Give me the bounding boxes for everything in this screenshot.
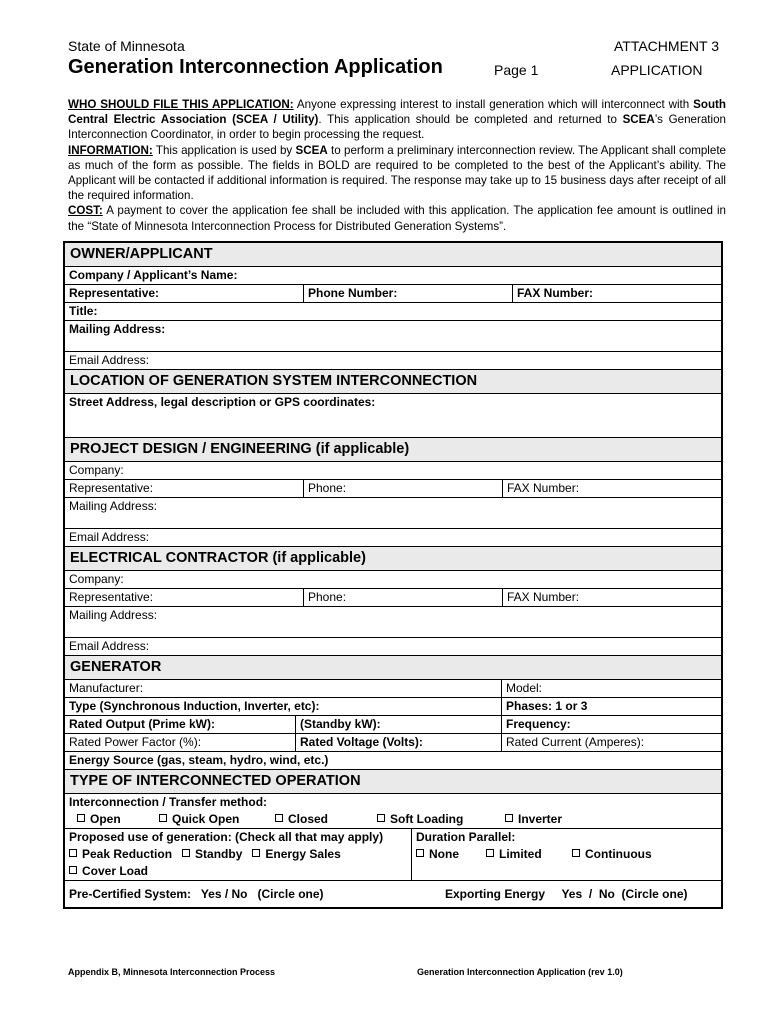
contractor-email-field[interactable]: Email Address: — [69, 639, 150, 653]
option-peak-reduction[interactable] — [69, 846, 172, 863]
owner-company-field[interactable]: Company / Applicant’s Name: — [69, 268, 238, 282]
section-operation-heading: TYPE OF INTERCONNECTED OPERATION — [65, 769, 721, 793]
owner-phone-field[interactable]: Phone Number: — [303, 285, 512, 302]
option-label: Inverter — [518, 812, 563, 826]
contractor-mailing-field[interactable]: Mailing Address: — [69, 608, 158, 622]
who-text: ’s Generation Interconnection Coordinator, in order to begin processing the request. — [68, 113, 726, 142]
page-number: Page 1 — [494, 62, 539, 78]
header-state: State of Minnesota — [68, 38, 185, 54]
info-bold: SCEA — [295, 143, 328, 157]
checkbox-icon — [416, 849, 424, 857]
cost-text: A payment to cover the application fee shall be included with this application. The application fee amount is outlined in the “State of Minnesota Interconnection Process for Distributed Generation Systems”. — [68, 204, 726, 233]
who-bold: South Central Electric Association (SCEA / Utility) — [68, 98, 726, 127]
contractor-fax-field[interactable]: FAX Number: — [502, 589, 721, 606]
owner-email-field[interactable]: Email Address: — [69, 353, 150, 367]
checkbox-icon — [275, 814, 283, 822]
option-label: Soft Loading — [390, 812, 464, 826]
application-label: APPLICATION — [611, 62, 703, 78]
section-owner-heading: OWNER/APPLICANT — [65, 243, 721, 266]
checkbox-icon — [77, 814, 85, 822]
option-label: Energy Sales — [265, 847, 341, 861]
option-label: Quick Open — [172, 812, 240, 826]
checkbox-icon — [505, 814, 513, 822]
checkbox-icon — [572, 849, 580, 857]
generator-current-field[interactable]: Rated Current (Amperes): — [501, 734, 721, 751]
cost-paragraph — [68, 203, 726, 233]
transfer-method-label: Interconnection / Transfer method: — [69, 795, 268, 809]
design-fax-field[interactable]: FAX Number: — [502, 480, 721, 497]
option-label: Limited — [499, 847, 542, 861]
exporting-field[interactable]: Exporting Energy Yes / No (Circle one) — [445, 887, 688, 901]
generator-rated-output-field[interactable]: Rated Output (Prime kW): — [69, 717, 215, 731]
design-mailing-field[interactable]: Mailing Address: — [69, 499, 158, 513]
checkbox-icon — [377, 814, 385, 822]
checkbox-icon — [182, 849, 190, 857]
who-text: Anyone expressing interest to install generation which will interconnect with — [293, 98, 694, 111]
duration-label: Duration Parallel: — [416, 830, 516, 844]
info-text: to perform a preliminary interconnection review. The Applicant shall complete as much of the form as possible. The fields in BOLD are required to be completed to the best of the Applicant’s ability. The Applicant will be contacted if additional information is required. The response may take up to 15 business days after receipt of all the required information. — [68, 143, 726, 203]
option-soft-loading[interactable] — [377, 811, 505, 828]
section-generator-heading: GENERATOR — [65, 655, 721, 679]
option-label: Continuous — [585, 847, 652, 861]
owner-fax-field[interactable]: FAX Number: — [512, 285, 721, 302]
option-label: Closed — [288, 812, 329, 826]
location-street-field[interactable]: Street Address, legal description or GPS coordinates: — [69, 395, 376, 409]
cost-heading: COST: — [68, 204, 103, 218]
info-paragraph — [68, 143, 726, 204]
section-contractor-heading: ELECTRICAL CONTRACTOR (if applicable) — [65, 546, 721, 570]
owner-representative-field[interactable]: Representative: — [69, 286, 160, 300]
option-continuous[interactable] — [572, 846, 652, 863]
checkbox-icon — [252, 849, 260, 857]
owner-mailing-field[interactable]: Mailing Address: — [69, 322, 166, 336]
option-standby[interactable] — [182, 846, 242, 863]
contractor-phone-field[interactable]: Phone: — [303, 589, 502, 606]
generator-type-field[interactable]: Type (Synchronous Induction, Inverter, etc): — [69, 699, 320, 713]
design-email-field[interactable]: Email Address: — [69, 530, 150, 544]
option-label: Standby — [195, 847, 243, 861]
page-title: Generation Interconnection Application — [68, 56, 443, 78]
checkbox-icon — [486, 849, 494, 857]
checkbox-icon — [69, 849, 77, 857]
checkbox-icon — [69, 866, 77, 874]
info-heading: INFORMATION: — [68, 143, 153, 157]
option-cover-load[interactable] — [69, 863, 148, 880]
option-open[interactable] — [77, 811, 159, 828]
option-label: Open — [90, 812, 121, 826]
section-location-heading: LOCATION OF GENERATION SYSTEM INTERCONNECTION — [65, 369, 721, 393]
option-label: Cover Load — [82, 864, 149, 878]
generator-manufacturer-field[interactable]: Manufacturer: — [69, 681, 144, 695]
generator-voltage-field[interactable]: Rated Voltage (Volts): — [295, 734, 501, 751]
design-representative-field[interactable]: Representative: — [69, 481, 154, 495]
who-text: . This application should be completed and returned to — [318, 113, 623, 127]
info-text: This application is used by — [152, 143, 296, 157]
generator-frequency-field[interactable]: Frequency: — [501, 716, 721, 733]
owner-title-field[interactable]: Title: — [69, 304, 98, 318]
option-energy-sales[interactable] — [252, 846, 340, 863]
precertified-field[interactable]: Pre-Certified System: Yes / No (Circle one) — [69, 887, 324, 901]
footer-left: Appendix B, Minnesota Interconnection Process — [68, 967, 276, 977]
who-paragraph — [68, 97, 726, 143]
who-heading: WHO SHOULD FILE THIS APPLICATION: — [68, 98, 294, 111]
footer-right: Generation Interconnection Application (rev 1.0) — [417, 967, 623, 977]
generator-power-factor-field[interactable]: Rated Power Factor (%): — [69, 735, 202, 749]
design-phone-field[interactable]: Phone: — [303, 480, 502, 497]
option-quick-open[interactable] — [159, 811, 275, 828]
generator-model-field[interactable]: Model: — [501, 680, 721, 697]
option-inverter[interactable] — [505, 811, 562, 828]
generator-energy-source-field[interactable]: Energy Source (gas, steam, hydro, wind, etc.) — [69, 753, 329, 767]
contractor-representative-field[interactable]: Representative: — [69, 590, 154, 604]
section-design-heading: PROJECT DESIGN / ENGINEERING (if applicable) — [65, 437, 721, 461]
option-none[interactable] — [416, 846, 486, 863]
instructions — [68, 97, 726, 234]
who-bold: SCEA — [622, 113, 655, 127]
option-closed[interactable] — [275, 811, 377, 828]
proposed-use-label: Proposed use of generation: (Check all that may apply) — [69, 830, 384, 844]
option-label: None — [429, 847, 459, 861]
generator-phases-field[interactable]: Phases: 1 or 3 — [501, 698, 721, 715]
option-limited[interactable] — [486, 846, 572, 863]
option-label: Peak Reduction — [82, 847, 173, 861]
application-form — [63, 241, 723, 909]
contractor-company-field[interactable]: Company: — [69, 572, 124, 586]
design-company-field[interactable]: Company: — [69, 463, 124, 477]
checkbox-icon — [159, 814, 167, 822]
attachment-label: ATTACHMENT 3 — [613, 38, 719, 54]
generator-standby-field[interactable]: (Standby kW): — [295, 716, 501, 733]
